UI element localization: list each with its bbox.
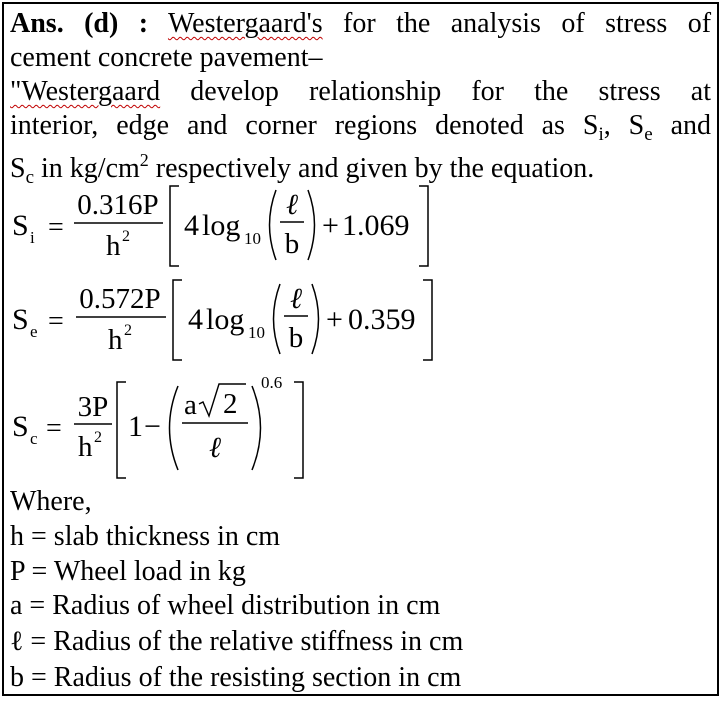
eq2-log-base: 10 [248,323,265,342]
eq2-coef-den: h [108,324,123,356]
eq1-right-bracket [419,186,428,266]
eq3-minus: − [144,410,161,443]
eq1-frac-num: ℓ [285,189,299,221]
answer-title-keyword: Westergaard's [167,8,323,39]
eq1-log-base: 10 [244,229,261,248]
eq3-coef-num: 3P [77,391,109,423]
eq1-plus: + [322,209,339,242]
eq2-frac-num: ℓ [289,283,303,315]
eq3-coef-den: h [78,431,93,463]
eq3-frac-num-a: a [184,389,197,421]
eq2-factor: 4 [188,303,203,336]
eq3-exponent: 0.6 [261,373,283,392]
eq1-lhs-sub: i [30,228,35,247]
eq2-left-bracket [173,280,182,360]
eq2-equals: = [48,306,64,337]
where-item-a: a = Radius of wheel distribution in cm [10,590,441,621]
intro-line-1-rest: develop relationship for the stress at [190,76,711,107]
intro-line-3: $S_c$ in $kg/cm^2$ respectively and given by the equation. [10,150,595,188]
where-item-b: b = Radius of the resisting section in cm [10,662,462,693]
eq2-right-paren [312,284,319,354]
eq1-coef-num: 0.316P [77,189,159,221]
eq3-right-paren [252,386,261,470]
eq3-left-paren [170,386,179,470]
where-item-l: ℓ = Radius of the relative stiffness in cm [10,626,464,657]
eq1-left-paren [270,190,277,260]
intro-line-1 [10,76,711,108]
eq3-radicand: 2 [223,388,238,420]
where-heading: Where, [10,486,92,517]
eq2-right-bracket [423,280,432,360]
answer-label: Ans. (d) : [10,8,149,39]
eq2-lhs: S [12,303,29,336]
answer-heading-line [10,8,711,40]
eq2-log: log [206,303,245,336]
eq2-coef-num: 0.572P [79,283,161,315]
eq1-factor: 4 [184,209,199,242]
eq1-frac-den: b [284,228,300,260]
equation-stress-edge [0,274,440,366]
eq3-frac-den: ℓ [208,432,222,464]
where-item-p: P = Wheel load in kg [10,556,246,587]
where-item-h: h = slab thickness in cm [10,521,281,552]
answer-title-rest: for the analysis of stress of [343,8,712,39]
eq3-equals: = [46,413,62,444]
eq1-coef-den: h [106,230,121,262]
eq3-left-bracket [117,382,126,478]
equation-stress-corner [0,370,320,482]
answer-title-line2: cement concrete pavement– [10,42,323,73]
eq1-left-bracket [170,186,179,266]
eq2-constant: 0.359 [348,303,416,336]
eq3-one: 1 [128,410,143,443]
eq3-lhs-sub: c [30,429,38,448]
westergaard-name: "Westergaard [10,76,161,107]
eq1-right-paren [308,190,315,260]
eq1-lhs: S [12,209,29,242]
eq2-left-paren [274,284,281,354]
eq2-plus: + [326,303,343,336]
eq2-frac-den: b [288,322,304,354]
eq3-coef-exp: 2 [94,429,102,446]
eq2-coef-exp: 2 [124,322,132,339]
eq3-right-bracket [294,382,303,478]
eq1-coef-exp: 2 [122,228,130,245]
eq1-constant: 1.069 [342,209,410,242]
eq1-log: log [202,209,241,242]
equation-stress-interior [0,180,440,272]
intro-line-2: interior, edge and corner regions denoted as $S_i$, $S_e$ and [10,110,712,145]
eq1-equals: = [48,212,64,243]
eq2-lhs-sub: e [30,322,38,341]
eq3-lhs: S [12,410,29,443]
